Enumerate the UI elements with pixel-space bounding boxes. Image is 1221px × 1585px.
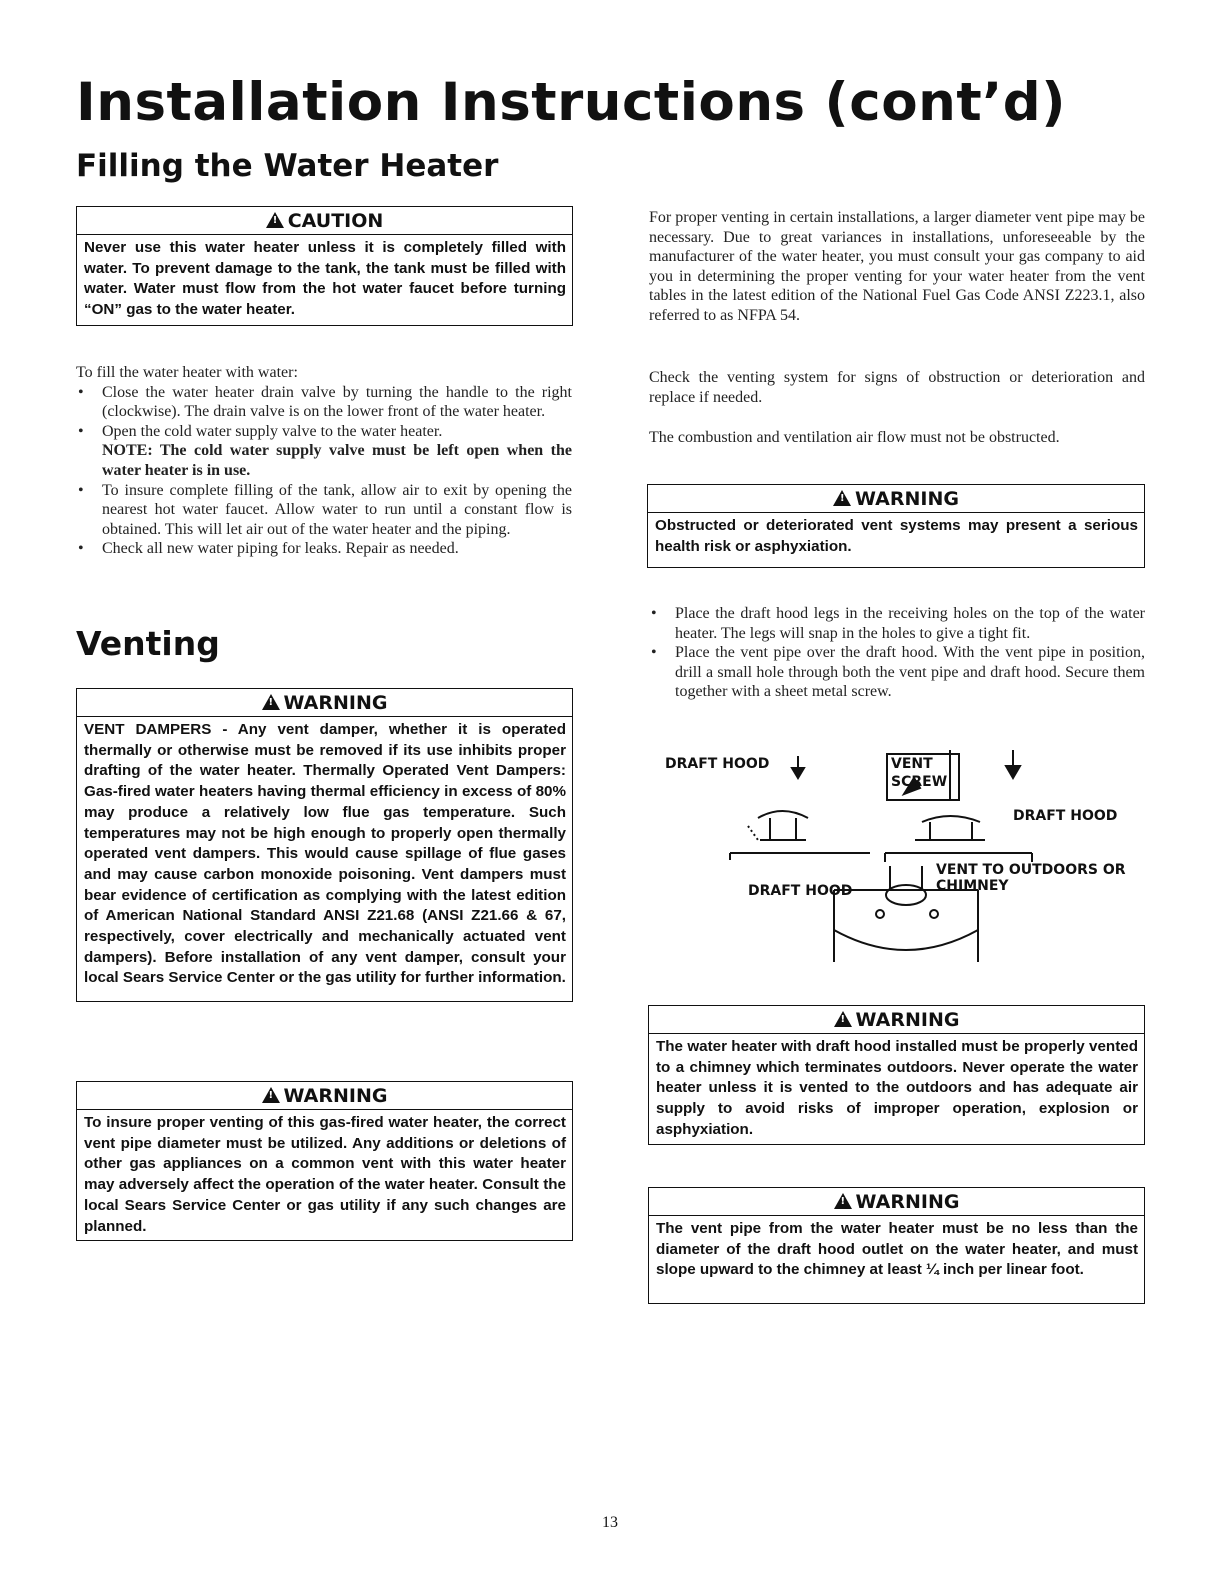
warning-box-vent-diameter (76, 1081, 573, 1241)
warning-text: To insure proper venting of this gas-fired water heater, the correct vent pipe diameter must be utilized. Any additions or deletions of other gas appliances on a common vent with this water heater may adversely affect the operation of the water heater. Consult the local Sears Service Center or gas utility if any such changes are planned. (84, 1114, 566, 1235)
filling-step: • To insure complete filling of the tank, allow air to exit by opening the nearest hot water faucet. Allow water to run until a constant flow is obtained. This will let air out of the water heater and the piping. (76, 481, 572, 540)
warning-triangle-icon (262, 694, 280, 710)
warning-label: WARNING (855, 1009, 960, 1031)
filling-step: • Check all new water piping for leaks. Repair as needed. (76, 539, 572, 559)
caution-text: Never use this water heater unless it is completely filled with water. To prevent damage to the tank, the tank must be filled with water. Water must flow from the hot water faucet before turning “ON” gas to the water heater. (84, 239, 566, 319)
warning-triangle-icon (262, 1087, 280, 1103)
section-title-filling: Filling the Water Heater (76, 148, 499, 184)
warning-header (649, 1188, 1144, 1216)
warning-label: WARNING (283, 692, 388, 714)
warning-text: The vent pipe from the water heater must be no less than the diameter of the draft hood outlet on the water heater, and must slope upward to the chimney at least ¼ inch per linear foot. (656, 1220, 1138, 1279)
venting-paragraph: Check the venting system for signs of obstruction or deterioration and replace if needed. (649, 369, 1145, 406)
filling-intro: To fill the water heater with water: (76, 364, 298, 381)
diagram-label-draft-hood-bottom: DRAFT HOOD (748, 883, 853, 899)
page-number: 13 (602, 1514, 618, 1531)
filling-step: • Close the water heater drain valve by turning the handle to the right (clockwise). The drain valve is on the lower front of the water heater. (76, 383, 572, 422)
warning-triangle-icon (266, 212, 284, 228)
page-title: Installation Instructions (cont’d) (76, 72, 1066, 133)
warning-triangle-icon (833, 490, 851, 506)
diagram-label-vent-outdoors: VENT TO OUTDOORS OR (936, 862, 1126, 878)
draft-hood-list (649, 604, 1145, 702)
diagram-label-chimney: CHIMNEY (936, 878, 1009, 894)
warning-label: WARNING (283, 1085, 388, 1107)
venting-paragraph: For proper venting in certain installations, a larger diameter vent pipe may be necessary. Due to great variances in installations, unforeseeable by the manufacturer of the water heater, you must consult your gas company to aid you in determining the proper venting for your water heater from the vent tables in the latest edition of the National Fuel Gas Code ANSI Z223.1, also referred to as NFPA 54. (649, 209, 1145, 324)
draft-hood-steps (649, 604, 1145, 702)
diagram-label-draft-hood-left: DRAFT HOOD (665, 756, 770, 772)
warning-header (648, 485, 1144, 513)
warning-text: Obstructed or deteriorated vent systems may present a serious health risk or asphyxiation. (655, 517, 1138, 555)
diagram-label-vent: VENT (891, 756, 933, 772)
filling-step (76, 422, 572, 481)
venting-paragraph: The combustion and ventilation air flow must not be obstructed. (649, 429, 1060, 446)
warning-label: WARNING (855, 1191, 960, 1213)
warning-triangle-icon (834, 1193, 852, 1209)
draft-hood-left-shape (758, 811, 808, 818)
filling-step-text: Open the cold water supply valve to the water heater. (102, 422, 443, 440)
warning-label: WARNING (855, 488, 959, 510)
warning-header (649, 1006, 1144, 1034)
warning-header (77, 689, 572, 717)
draft-hood-diagram (640, 740, 1160, 980)
filling-note: NOTE: The cold water supply valve must be left open when the water heater is in use. (102, 442, 572, 479)
draft-hood-step: • Place the vent pipe over the draft hood. With the vent pipe in position, drill a small hole through both the vent pipe and draft hood. Secure them together with a sheet metal screw. (649, 643, 1145, 702)
filling-instructions (76, 363, 572, 559)
caution-box (76, 206, 573, 326)
filling-steps (76, 383, 572, 559)
draft-hood-step: • Place the draft hood legs in the receiving holes on the top of the water heater. The legs will snap in the holes to give a tight fit. (649, 604, 1145, 643)
warning-box-vent-dampers (76, 688, 573, 1002)
warning-text: The water heater with draft hood installed must be properly vented to a chimney which terminates outdoors. Never operate the water heater unless it is vented to the outdoors and has adequate air supply to avoid risks of improper operation, explosion or asphyxiation. (656, 1038, 1138, 1138)
section-title-venting: Venting (76, 624, 220, 663)
warning-text: VENT DAMPERS - Any vent damper, whether it is operated thermally or otherwise must be removed if its use inhibits proper drafting of the water heater. Thermally Operated Vent Dampers: Gas-fired water heaters having thermal efficiency in excess of 80% may produce a relatively low flue gas temperature. Such temperatures may not be high enough to properly open thermally operated vent dampers. This would cause spillage of flue gases and may cause carbon monoxide poisoning. Vent dampers must bear evidence of certification as complying with the latest edition of American National Standard ANSI Z21.68 (ANSI Z21.66 & 67, respectively, cover electrically and mechanically actuated vent dampers). Before installation of any vent damper, consult your local Sears Service Center or the gas utility for further information. (84, 721, 566, 987)
warning-header (77, 1082, 572, 1110)
warning-box-chimney (648, 1005, 1145, 1145)
diagram-label-draft-hood-right: DRAFT HOOD (1013, 808, 1118, 824)
warning-triangle-icon (834, 1011, 852, 1027)
diagram-label-screw: SCREW (891, 774, 948, 790)
caution-header (77, 207, 572, 235)
caution-label: CAUTION (287, 210, 384, 232)
warning-box-obstructed (647, 484, 1145, 568)
warning-box-slope (648, 1187, 1145, 1304)
